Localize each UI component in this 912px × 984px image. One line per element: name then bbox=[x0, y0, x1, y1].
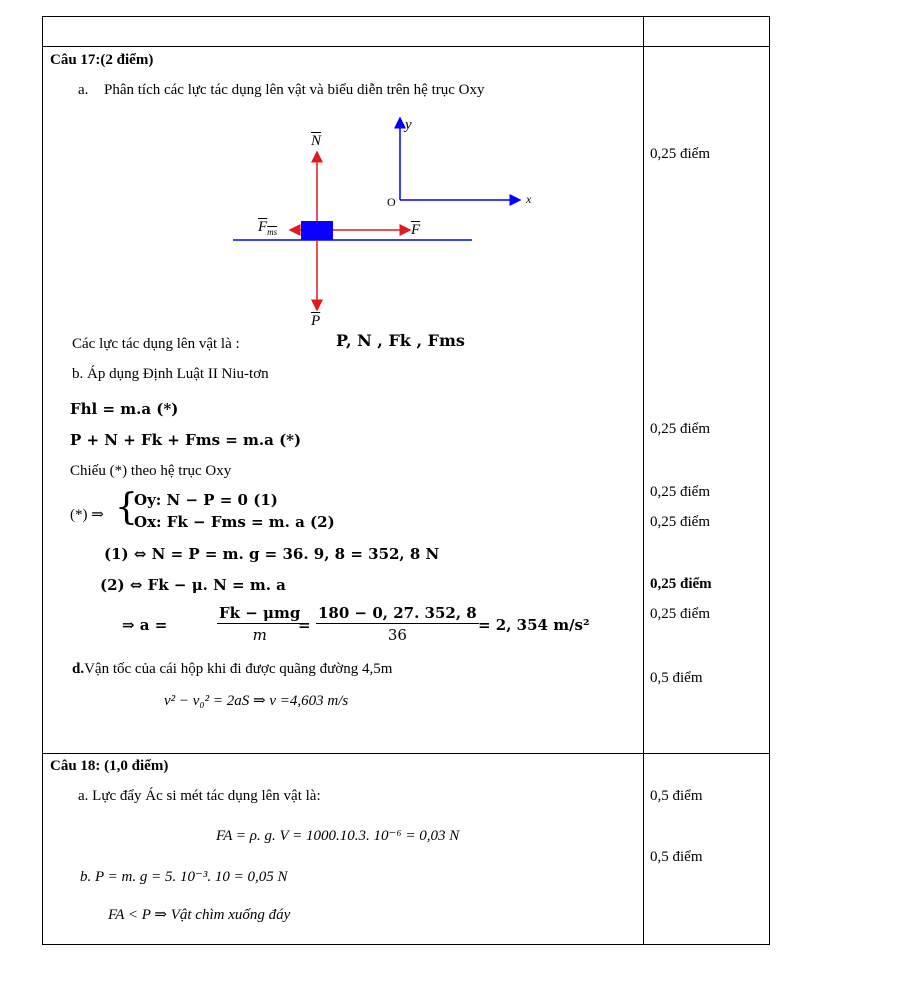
score-3: 0,25 điểm bbox=[650, 484, 710, 500]
score-5: 0,25 điểm bbox=[650, 576, 712, 592]
block bbox=[301, 221, 333, 240]
eq-line-3-prefix: ⇒ a = bbox=[122, 616, 168, 634]
forces-text: Các lực tác dụng lên vật là : bbox=[72, 336, 240, 352]
forces-list: P, N , Fk , Fms bbox=[336, 331, 465, 350]
system-eq-1: Oy: N − P = 0 (1) bbox=[134, 491, 278, 509]
fraction-2-num: 180 − 0, 27. 352, 8 bbox=[318, 604, 477, 622]
eq-line-2: (2) ⇔ Fk − μ. N = m. a bbox=[100, 576, 286, 594]
q17-b-text: b. Áp dụng Định Luật II Niu-tơn bbox=[72, 366, 269, 382]
label-N: $\overline{N}$ bbox=[311, 133, 322, 149]
q18-title: Câu 18: (1,0 điểm) bbox=[50, 758, 169, 774]
fraction-2 bbox=[316, 604, 479, 644]
system-eq-2: Ox: Fk − Fms = m. a (2) bbox=[134, 513, 335, 531]
eq-conclusion: FA < P ⇒ Vật chìm xuống đáy bbox=[108, 907, 291, 923]
column-divider bbox=[643, 17, 644, 944]
row-divider bbox=[43, 753, 769, 754]
eq-line-3-result: = 2, 354 m/s² bbox=[478, 616, 590, 634]
eq-weight: b. P = m. g = 5. 10⁻³. 10 = 0,05 N bbox=[80, 869, 288, 885]
origin-label: O bbox=[387, 195, 396, 209]
eq-line-3-equals: = bbox=[298, 616, 311, 634]
q17-title: Câu 17:(2 điểm) bbox=[50, 52, 154, 68]
axis-x-label: x bbox=[526, 192, 532, 206]
label-Fms: $F_{ms}$ bbox=[258, 219, 278, 237]
label-P: $\overline{P}$ bbox=[311, 313, 321, 329]
eq-velocity: v² − v₀² = 2aS ⇒ v =4,603 m/s bbox=[164, 693, 349, 709]
eq-line-1: (1) ⇔ N = P = m. g = 36. 9, 8 = 352, 8 N bbox=[104, 545, 440, 563]
score-7: 0,5 điểm bbox=[650, 670, 703, 686]
q18-a-text: a. Lực đẩy Ác si mét tác dụng lên vật là: bbox=[78, 788, 321, 804]
q17-a-label: a. bbox=[78, 82, 89, 98]
q17-a-text: Phân tích các lực tác dụng lên vật và biểu diễn trên hệ trục Oxy bbox=[104, 82, 485, 98]
projection-text: Chiếu (*) theo hệ trục Oxy bbox=[70, 463, 232, 479]
fraction-2-den: 36 bbox=[387, 626, 407, 644]
eq-buoyancy: FA = ρ. g. V = 1000.10.3. 10⁻⁶ = 0,03 N bbox=[216, 828, 460, 844]
score-9: 0,5 điểm bbox=[650, 849, 703, 865]
fraction-1 bbox=[217, 604, 302, 644]
score-6: 0,25 điểm bbox=[650, 606, 710, 622]
score-2: 0,25 điểm bbox=[650, 421, 710, 437]
fraction-1-den: m bbox=[252, 626, 267, 644]
score-4: 0,25 điểm bbox=[650, 514, 710, 530]
score-1: 0,25 điểm bbox=[650, 146, 710, 162]
row-divider bbox=[43, 46, 769, 47]
system-prefix: (*) ⇒ bbox=[70, 507, 104, 523]
eq-forces-sum: P + N + Fk + Fms = m.a (*) bbox=[70, 431, 302, 449]
eq-newton: Fhl = m.a (*) bbox=[70, 400, 179, 418]
axis-y-label: y bbox=[405, 117, 412, 133]
q17-d: d.Vận tốc của cái hộp khi đi được quãng đường 4,5m bbox=[72, 661, 393, 677]
fraction-1-num: Fk − μmg bbox=[219, 604, 301, 622]
system-brace: { bbox=[115, 487, 138, 528]
score-8: 0,5 điểm bbox=[650, 788, 703, 804]
label-F: $\overline{F}$ bbox=[411, 222, 421, 238]
